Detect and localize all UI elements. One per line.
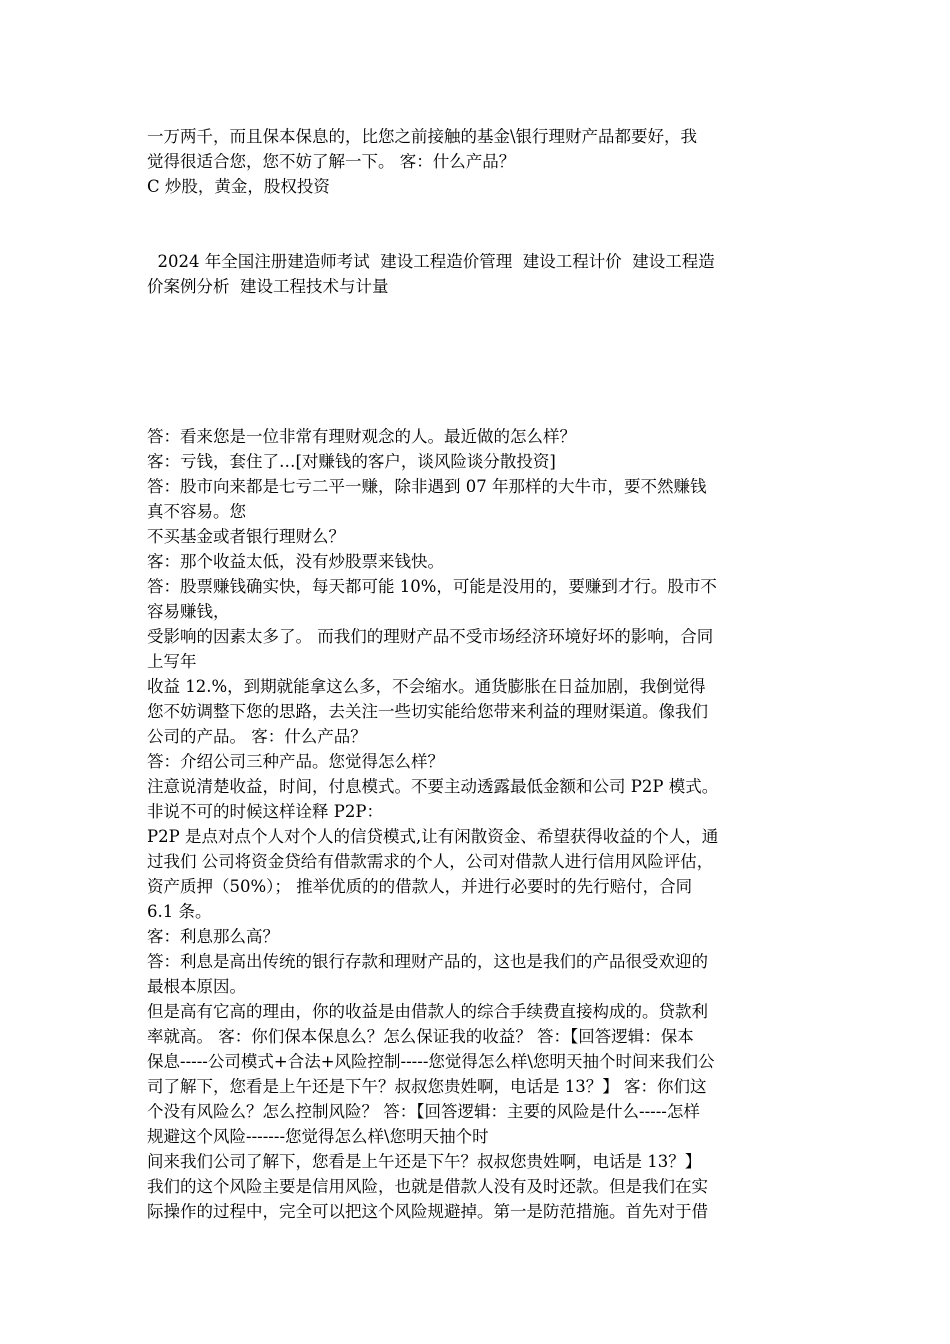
text-line: 您不妨调整下您的思路，去关注一些切实能给您带来利益的理财渠道。像我们 [147,702,708,721]
text-line: 保息-----公司模式+合法+风险控制-----您觉得怎么样\您明天抽个时间来我们公 [147,1052,715,1071]
text-line: 2024 年全国注册建造师考试 建设工程造价管理 建设工程计价 建设工程造 [147,252,715,271]
text-line: 司了解下，您看是上午还是下午？叔叔您贵姓啊，电话是 13？】 客：你们这 [147,1077,707,1096]
text-line: 不买基金或者银行理财么？ [147,527,345,546]
text-line: 6.1 条。 [147,902,212,921]
dialogue-body [147,424,807,1224]
text-line: 真不容易。您 [147,502,246,521]
text-line: 我们的这个风险主要是信用风险，也就是借款人没有及时还款。但是我们在实 [147,1177,708,1196]
intro-paragraph [147,124,807,199]
text-line: 公司的产品。 客：什么产品？ [147,727,367,746]
text-line: 答：股票赚钱确实快，每天都可能 10%，可能是没用的，要赚到才行。股市不 [147,577,717,596]
text-line: 受影响的因素太多了。 而我们的理财产品不受市场经济环境好坏的影响，合同 [147,627,714,646]
text-line: 最根本原因。 [147,977,246,996]
exam-heading [147,249,807,299]
text-line: 答：利息是高出传统的银行存款和理财产品的，这也是我们的产品很受欢迎的 [147,952,708,971]
text-line: 觉得很适合您，您不妨了解一下。 客：什么产品？ [147,152,516,171]
text-line: 上写年 [147,652,197,671]
text-line: 个没有风险么？怎么控制风险？ 答：【回答逻辑：主要的风险是什么-----怎样 [147,1102,700,1121]
text-line: 容易赚钱， [147,602,230,621]
text-line: 答：股市向来都是七亏二平一赚，除非遇到 07 年那样的大牛市，要不然赚钱 [147,477,707,496]
text-line: 率就高。 客：你们保本保息么？怎么保证我的收益？ 答：【回答逻辑：保本 [147,1027,694,1046]
text-line: 一万两千，而且保本保息的，比您之前接触的基金\银行理财产品都要好，我 [147,127,698,146]
text-line: 规避这个风险-------您觉得怎么样\您明天抽个时 [147,1127,489,1146]
text-line: 客：那个收益太低，没有炒股票来钱快。 [147,552,444,571]
text-line: 注意说清楚收益，时间，付息模式。不要主动透露最低金额和公司 P2P 模式。 [147,777,719,796]
text-line: 价案例分析 建设工程技术与计量 [147,277,389,296]
text-line: 过我们 公司将资金贷给有借款需求的个人，公司对借款人进行信用风险评估， [147,852,714,871]
text-line: 客：亏钱，套住了…[对赚钱的客户，谈风险谈分散投资] [147,452,556,471]
text-line: 收益 12.%，到期就能拿这么多，不会缩水。通货膨胀在日益加剧，我倒觉得 [147,677,706,696]
text-line: 际操作的过程中，完全可以把这个风险规避掉。第一是防范措施。首先对于借 [147,1202,708,1221]
text-line: 资产质押（50%）； 推举优质的的借款人，并进行必要时的先行赔付，合同 [147,877,693,896]
text-line: 答：介绍公司三种产品。您觉得怎么样？ [147,752,444,771]
text-line: 但是高有它高的理由，你的收益是由借款人的综合手续费直接构成的。贷款利 [147,1002,708,1021]
text-line: 间来我们公司了解下，您看是上午还是下午？叔叔您贵姓啊，电话是 13？】 [147,1152,702,1171]
text-line: C 炒股，黄金，股权投资 [147,177,330,196]
text-line: P2P 是点对点个人对个人的信贷模式,让有闲散资金、希望获得收益的个人，通 [147,827,719,846]
text-line: 客：利息那么高？ [147,927,279,946]
text-line: 非说不可的时候这样诠释 P2P： [147,802,383,821]
text-line: 答：看来您是一位非常有理财观念的人。最近做的怎么样？ [147,427,576,446]
